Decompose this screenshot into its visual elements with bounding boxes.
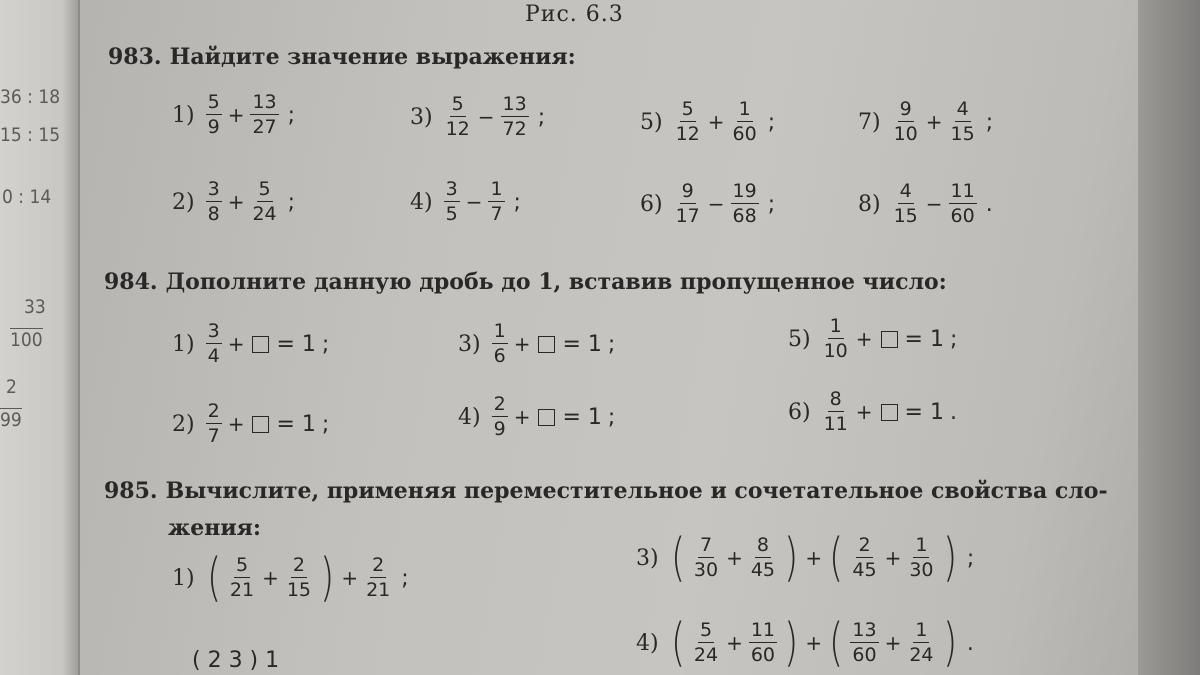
denominator: 12 [445, 118, 470, 140]
left-paren: ( [829, 613, 844, 673]
item-label: 5) [788, 326, 811, 352]
numerator: 3 [207, 320, 220, 342]
fraction [206, 93, 222, 137]
equals-one: = 1 [276, 411, 316, 437]
blank-box-icon [881, 331, 898, 348]
operator: + [227, 190, 245, 214]
fraction [892, 182, 920, 226]
item-label: 2) [172, 189, 195, 215]
expression-item [172, 180, 295, 224]
right-paren: ) [942, 528, 957, 588]
margin-note: 15 : 15 [0, 124, 61, 146]
denominator: 30 [693, 559, 719, 581]
completion-item [172, 402, 329, 446]
parenthesized-sum [667, 613, 803, 673]
numerator: 13 [852, 619, 877, 641]
fraction [228, 556, 256, 600]
item-label: 6) [640, 191, 663, 217]
expression-item [858, 100, 993, 144]
expression-item [410, 95, 545, 139]
punctuation: . [966, 630, 974, 656]
blank-box-icon [538, 409, 555, 426]
completion-item [788, 390, 957, 434]
punctuation: ; [321, 411, 330, 437]
right-paren: ) [942, 613, 957, 673]
denominator: 9 [207, 116, 220, 138]
partial-expression: ( 2 3 ) 1 [192, 648, 280, 673]
denominator: 60 [950, 205, 975, 227]
parenthesized-sum [667, 528, 803, 588]
numerator: 11 [950, 180, 975, 202]
exercise-983-header [108, 44, 576, 70]
denominator: 72 [502, 118, 527, 140]
numerator: 4 [899, 180, 912, 202]
exercise-985-header [104, 478, 1108, 504]
blank-box-icon [881, 404, 898, 421]
numerator: 2 [858, 534, 871, 556]
parenthesized-sum [825, 613, 961, 673]
fraction [492, 395, 508, 439]
item-label: 4) [410, 189, 433, 215]
numerator: 19 [732, 180, 757, 202]
figure-caption: Рис. 6.3 [525, 2, 624, 27]
fraction [206, 180, 222, 224]
numerator: 5 [258, 178, 271, 200]
operator: + [726, 631, 743, 655]
denominator: 45 [750, 559, 776, 581]
sum-item [636, 528, 975, 588]
fraction [822, 390, 850, 434]
blank-box-icon [252, 416, 269, 433]
item-label: 4) [458, 404, 481, 430]
equals-one: = 1 [562, 331, 602, 357]
operator: + [227, 332, 245, 356]
fraction [501, 95, 529, 139]
operator: + [262, 566, 279, 590]
operator: − [707, 192, 725, 216]
item-label: 5) [640, 109, 663, 135]
punctuation: ; [966, 545, 975, 571]
numerator: 1 [738, 98, 751, 120]
item-label: 1) [172, 565, 195, 591]
item-label: 1) [172, 331, 195, 357]
expression-item [410, 180, 521, 224]
parenthesized-sum [825, 528, 961, 588]
fraction [850, 536, 878, 580]
exercise-984-header [104, 269, 947, 295]
punctuation: . [985, 191, 993, 217]
denominator: 24 [693, 644, 719, 666]
denominator: 8 [207, 203, 220, 225]
parenthesized-sum [203, 548, 339, 608]
denominator: 7 [490, 203, 503, 225]
completion-item [788, 317, 957, 361]
punctuation: ; [767, 191, 776, 217]
expression-item [172, 93, 295, 137]
expression-item [640, 182, 775, 226]
margin-note: 36 : 18 [0, 86, 61, 108]
item-label: 3) [636, 545, 659, 571]
equals-one: = 1 [904, 399, 944, 425]
denominator: 4 [207, 345, 220, 367]
numerator: 13 [252, 91, 277, 113]
denominator: 11 [823, 413, 848, 435]
sum-item [172, 548, 409, 608]
denominator: 15 [950, 123, 975, 145]
exercise-985-header-cont [168, 515, 261, 541]
fraction [949, 182, 977, 226]
denominator: 10 [823, 340, 848, 362]
item-label: 8) [858, 191, 881, 217]
item-label: 4) [636, 630, 659, 656]
operator: + [855, 400, 873, 424]
fraction [250, 93, 278, 137]
numerator: 11 [750, 619, 776, 641]
expression-item [640, 100, 775, 144]
item-label: 1) [172, 102, 195, 128]
fraction [492, 322, 508, 366]
completion-item [458, 322, 615, 366]
operator: + [707, 110, 725, 134]
fraction [731, 100, 759, 144]
numerator: 1 [915, 619, 928, 641]
item-label: 2) [172, 411, 195, 437]
operator: + [513, 332, 531, 356]
fraction [444, 95, 472, 139]
numerator: 1 [829, 315, 842, 337]
right-paren: ) [320, 548, 335, 608]
operator: + [855, 327, 873, 351]
numerator: 5 [699, 619, 713, 641]
numerator: 1 [915, 534, 928, 556]
punctuation: ; [537, 104, 546, 130]
punctuation: ; [767, 109, 776, 135]
fraction [285, 556, 313, 600]
denominator: 21 [366, 579, 391, 601]
blank-box-icon [538, 336, 555, 353]
denominator: 15 [893, 205, 918, 227]
numerator: 5 [681, 98, 694, 120]
fraction [850, 621, 878, 665]
margin-note: 100 [10, 329, 43, 351]
fraction [949, 100, 977, 144]
denominator: 7 [207, 425, 220, 447]
exercise-number: 983. [108, 44, 162, 70]
punctuation: . [949, 399, 957, 425]
operator: + [925, 110, 943, 134]
left-paren: ( [670, 613, 685, 673]
denominator: 27 [252, 116, 277, 138]
margin-note: 99 [0, 409, 22, 431]
numerator: 8 [829, 388, 842, 410]
punctuation: ; [401, 565, 409, 591]
numerator: 5 [235, 554, 249, 576]
fraction [731, 182, 759, 226]
exercise-number: 984. [104, 269, 158, 295]
punctuation: ; [949, 326, 958, 352]
fraction [692, 621, 720, 665]
operator: + [227, 412, 245, 436]
sum-item [192, 648, 279, 673]
fraction [692, 536, 720, 580]
operator: + [805, 631, 823, 655]
sum-item [636, 613, 974, 673]
punctuation: ; [287, 189, 296, 215]
exercise-title-cont: жения: [168, 515, 262, 541]
punctuation: ; [513, 189, 521, 215]
fraction [749, 536, 777, 580]
fraction [674, 182, 702, 226]
item-label: 7) [858, 109, 881, 135]
operator: − [925, 192, 943, 216]
denominator: 60 [750, 644, 776, 666]
margin-note: 2 [6, 376, 17, 398]
numerator: 7 [699, 534, 713, 556]
left-paren: ( [670, 528, 685, 588]
numerator: 1 [493, 320, 506, 342]
denominator: 6 [493, 345, 506, 367]
punctuation: ; [985, 109, 994, 135]
punctuation: ; [607, 331, 616, 357]
completion-item [172, 322, 329, 366]
denominator: 15 [286, 579, 312, 601]
denominator: 30 [909, 559, 934, 581]
fraction [488, 180, 504, 224]
numerator: 3 [445, 178, 458, 200]
numerator: 5 [451, 93, 464, 115]
denominator: 24 [909, 644, 934, 666]
equals-one: = 1 [904, 326, 944, 352]
operator: + [726, 546, 743, 570]
numerator: 8 [756, 534, 769, 556]
equals-one: = 1 [276, 331, 316, 357]
denominator: 45 [852, 559, 877, 581]
operator: − [477, 105, 495, 129]
denominator: 5 [445, 203, 458, 225]
margin-note: 0 : 14 [2, 186, 52, 208]
operator: + [884, 546, 902, 570]
punctuation: ; [287, 102, 296, 128]
equals-one: = 1 [562, 404, 602, 430]
numerator: 13 [502, 93, 527, 115]
exercise-title: Найдите значение выражения: [169, 44, 576, 70]
punctuation: ; [321, 331, 330, 357]
fraction [364, 556, 392, 600]
fraction [907, 621, 935, 665]
operator: + [341, 566, 359, 590]
denominator: 21 [229, 579, 255, 601]
numerator: 3 [207, 178, 220, 200]
operator: − [465, 190, 483, 214]
left-paren: ( [206, 548, 221, 608]
operator: + [805, 546, 823, 570]
exercise-title: Вычислите, применяя переместительное и сочетательное свойства сло- [165, 478, 1108, 504]
fraction [206, 322, 222, 366]
right-background [1138, 0, 1200, 675]
denominator: 60 [732, 123, 757, 145]
fraction [674, 100, 702, 144]
exercise-title: Дополните данную дробь до 1, вставив пропущенное число: [165, 269, 947, 295]
right-paren: ) [784, 528, 799, 588]
numerator: 9 [899, 98, 912, 120]
margin-note: 33 [24, 296, 46, 318]
punctuation: ; [607, 404, 616, 430]
numerator: 5 [207, 91, 220, 113]
operator: + [513, 405, 531, 429]
denominator: 68 [732, 205, 757, 227]
right-paren: ) [784, 613, 799, 673]
fraction [907, 536, 935, 580]
blank-box-icon [252, 336, 269, 353]
completion-item [458, 395, 615, 439]
fraction [250, 180, 278, 224]
item-label: 3) [458, 331, 481, 357]
denominator: 9 [493, 418, 506, 440]
numerator: 2 [372, 554, 385, 576]
expression-item [858, 182, 993, 226]
fraction [892, 100, 920, 144]
numerator: 2 [207, 400, 220, 422]
item-label: 3) [410, 104, 433, 130]
numerator: 1 [490, 178, 503, 200]
fraction [749, 621, 777, 665]
denominator: 12 [675, 123, 700, 145]
fraction [444, 180, 460, 224]
denominator: 17 [675, 205, 700, 227]
numerator: 9 [681, 180, 694, 202]
left-paren: ( [829, 528, 844, 588]
denominator: 60 [852, 644, 877, 666]
numerator: 4 [956, 98, 969, 120]
fraction [206, 402, 222, 446]
item-label: 6) [788, 399, 811, 425]
numerator: 2 [493, 393, 506, 415]
exercise-number: 985. [104, 478, 158, 504]
denominator: 10 [893, 123, 918, 145]
fraction [822, 317, 850, 361]
numerator: 2 [292, 554, 305, 576]
operator: + [227, 103, 245, 127]
operator: + [884, 631, 902, 655]
denominator: 24 [252, 203, 277, 225]
